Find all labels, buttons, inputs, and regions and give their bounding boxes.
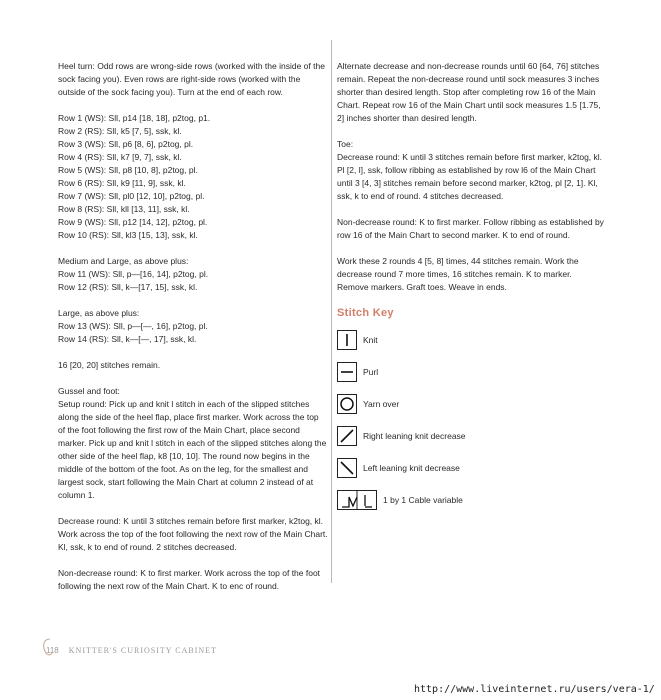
key-item-right-decrease (337, 424, 605, 448)
paragraph-gap (58, 99, 328, 112)
key-item-knit (337, 328, 605, 352)
book-title: KNITTER'S CURIOSITY CABINET (68, 646, 217, 655)
stitch-key-title: Stitch Key (337, 307, 394, 319)
paragraph-gap (58, 346, 328, 359)
key-label: Purl (363, 366, 379, 377)
right-column (337, 60, 605, 520)
cable-symbol-icon (337, 490, 377, 510)
key-label: Left leaning knit decrease (363, 462, 460, 473)
text-line: Decrease round: K until 3 stitches remain before first marker, k2tog, kl. Pl [2, l], ssk, follow ribbing as established by row l6 of the Main Chart until 3 [4, 3] stitches remain before second marker, k2tog, pl [2, 1]. Kl, ssk, k to end of round. 4 stitches decreased. (337, 152, 603, 201)
purl-symbol-icon (337, 362, 357, 382)
text-line: Row 4 (RS): Sll, k7 [9, 7], ssk, kl. (58, 152, 182, 162)
key-item-yarn-over (337, 392, 605, 416)
paragraph-gap (58, 372, 328, 385)
text-line: Row 2 (RS): Sll, k5 [7, 5], ssk, kl. (58, 126, 182, 136)
paragraph-gap (58, 554, 328, 567)
text-line: Row 6 (RS): Sll, k9 [11, 9], ssk, kl. (58, 178, 186, 188)
text-line: Large, as above plus: (58, 308, 140, 318)
paragraph-gap (58, 242, 328, 255)
paragraph-gap (337, 125, 605, 138)
left-column (58, 60, 328, 593)
text-line: Row 3 (WS): Sll, p6 [8, 6], p2tog, pl. (58, 139, 194, 149)
text-line: Row 9 (WS): Sll, p12 [14, 12], p2tog, pl. (58, 217, 208, 227)
key-label: Yarn over (363, 398, 400, 409)
text-line: Row 8 (RS): Sll, kll [13, 11], ssk, kl. (58, 204, 190, 214)
paragraph-gap (337, 242, 605, 255)
paragraph-gap (58, 502, 328, 515)
text-line: Row 5 (WS): Sll, p8 [10, 8], p2tog, pl. (58, 165, 198, 175)
left-decrease-symbol-icon (337, 458, 357, 478)
page-number: 118 (46, 646, 59, 655)
column-divider (331, 40, 332, 583)
key-item-purl (337, 360, 605, 384)
key-item-cable (337, 488, 605, 512)
text-line: Row 13 (WS): Sll, p—[—, 16], p2tog, pl. (58, 321, 208, 331)
key-label: 1 by 1 Cable variable (383, 494, 463, 505)
text-line: Gussel and foot: (58, 386, 120, 396)
text-line: Work these 2 rounds 4 [5, 8] times, 44 stitches remain. Work the decrease round 7 more times, 16 stitches remain. K to marker. Remove markers. Graft toes. Weave in ends. (337, 256, 579, 292)
text-line: Row 10 (RS): Sll, kl3 [15, 13], ssk, kl. (58, 230, 198, 240)
text-line: Row 11 (WS): Sll, p—[16, 14], p2tog, pl. (58, 269, 209, 279)
text-line: Row 14 (RS): Sll, k—[—, 17], ssk, kl. (58, 334, 197, 344)
knit-symbol-icon (337, 330, 357, 350)
text-line: Heel turn: Odd rows are wrong-side rows (worked with the inside of the sock facing you). Even rows are right-side rows (worked with the outside of the sock facing you). Turn at the end of each row. (58, 61, 325, 97)
text-line: Row 12 (RS): Sll, k—[17, 15], ssk, kl. (58, 282, 198, 292)
key-item-left-decrease (337, 456, 605, 480)
page-footer (46, 646, 217, 655)
right-decrease-symbol-icon (337, 426, 357, 446)
paragraph-gap (58, 294, 328, 307)
text-line: Non-decrease round: K to first marker. Follow ribbing as established by row 16 of the Main Chart to second marker. K to end of round. (337, 217, 604, 240)
text-line: Medium and Large, as above plus: (58, 256, 189, 266)
text-line: Toe: (337, 139, 354, 149)
text-line: Setup round: Pick up and knit l stitch in each of the slipped stitches along the side of the heel flap, place first marker. Work across the top of the foot following the first row of the Main Chart, place second marker. Pick up and knit l stitch in each of the slipped stitches along the other side of the heel flap, k8 [10, 10]. The round now begins in the middle of the bottom of the foot. As on the leg, for the smallest and largest sock, start following the Main Chart at column 2 instead of at column 1. (58, 399, 327, 500)
text-line: 16 [20, 20] stitches remain. (58, 360, 161, 370)
key-label: Knit (363, 334, 378, 345)
text-line: Non-decrease round: K to first marker. Work across the top of the foot following the next row of the Main Chart. K to enc of round. (58, 568, 321, 591)
text-line: Decrease round: K until 3 stitches remain before first marker, k2tog, kl. Work across the top of the foot following the next row of the Main Chart. Kl, ssk, k to end of round. 2 stitches decreased. (58, 516, 328, 552)
yarn-over-symbol-icon (337, 394, 357, 414)
paragraph-gap (337, 203, 605, 216)
right-column-text (337, 60, 605, 294)
key-label: Right leaning knit decrease (363, 430, 466, 441)
text-line: Row 7 (WS): Sll, pl0 [12, 10], p2tog, pl. (58, 191, 205, 201)
text-line: Row 1 (WS): Sll, p14 [18, 18], p2tog, p1. (58, 113, 211, 123)
watermark-url: http://www.liveinternet.ru/users/vera-1/ (414, 684, 655, 695)
text-line: Alternate decrease and non-decrease rounds until 60 [64, 76] stitches remain. Repeat the non-decrease round until sock measures 3 inches shorter than desired length. Stop after completing row 16 of the Main Chart. Repeat row 16 of the Main Chart until sock measures 1.5 [1.75, 2] inches shorter than desired length. (337, 61, 601, 123)
